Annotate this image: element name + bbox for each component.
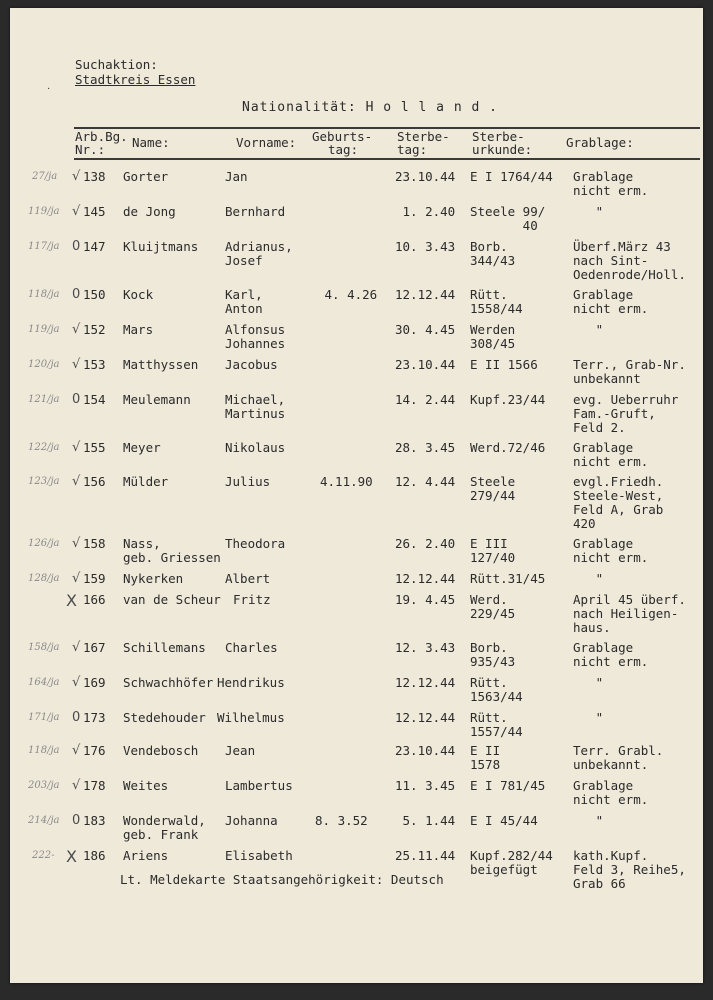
header-bottom-rule [74, 158, 700, 160]
check-mark-icon: √ [72, 357, 81, 372]
col-arb-nr-2: Nr.: [75, 142, 106, 157]
arb-nr: 138 [83, 169, 106, 184]
handwritten-note: 27/ja [32, 171, 58, 182]
arb-nr: 147 [83, 239, 106, 254]
death-certificate: Kupf.282/44 beigefügt [470, 848, 553, 877]
nationality-heading: Nationalität: H o l l a n d . [242, 100, 498, 115]
surname: Schwachhöfer [123, 675, 214, 690]
death-certificate: E II 1566 [470, 357, 538, 372]
arb-nr: 173 [83, 710, 106, 725]
death-certificate: E I 45/44 [470, 813, 538, 828]
death-date: 1. 2.40 [395, 204, 456, 219]
burial-site: " [573, 675, 604, 690]
check-mark-icon: √ [72, 169, 81, 184]
check-mark-icon: √ [72, 743, 81, 758]
footnote: Lt. Meldekarte Staatsangehörigkeit: Deutsch [120, 872, 444, 887]
x-mark-icon: X [66, 847, 77, 866]
handwritten-note: 118/ja [28, 745, 60, 756]
burial-site: Terr., Grab-Nr. unbekannt [573, 357, 686, 386]
check-mark-icon: 0 [72, 392, 81, 407]
handwritten-note: 171/ja [28, 712, 60, 723]
death-date: 23.10.44 [395, 169, 456, 184]
first-name: Julius [225, 474, 271, 489]
birth-date: 8. 3.52 [315, 813, 368, 828]
handwritten-note: 203/ja [28, 780, 60, 791]
handwritten-note: 128/ja [28, 573, 60, 584]
death-certificate: E III 127/40 [470, 536, 516, 565]
col-name: Name: [132, 135, 170, 150]
burial-site: Überf.März 43 nach Sint- Oedenrode/Holl. [573, 239, 686, 282]
burial-site: Grablage nicht erm. [573, 169, 649, 198]
col-urkunde-1: Sterbe- [472, 129, 525, 144]
col-geburtstag-2: tag: [328, 142, 359, 157]
burial-site: Grablage nicht erm. [573, 640, 649, 669]
first-name: Karl, Anton [225, 287, 263, 316]
first-name: Albert [225, 571, 271, 586]
first-name: Jacobus [225, 357, 278, 372]
death-date: 12. 3.43 [395, 640, 456, 655]
handwritten-note: 123/ja [28, 476, 60, 487]
first-name: Nikolaus [225, 440, 286, 455]
death-date: 23.10.44 [395, 357, 456, 372]
check-mark-icon: 0 [72, 287, 81, 302]
burial-site: " [573, 204, 604, 219]
handwritten-note: 119/ja [28, 206, 60, 217]
check-mark-icon: √ [72, 440, 81, 455]
death-date: 10. 3.43 [395, 239, 456, 254]
header-line-2: Stadtkreis Essen [75, 72, 196, 87]
surname: Weites [123, 778, 169, 793]
death-certificate: Steele 99/ 40 [470, 204, 546, 233]
first-name: Bernhard [225, 204, 286, 219]
arb-nr: 150 [83, 287, 106, 302]
death-certificate: E I 781/45 [470, 778, 546, 793]
first-name: Alfonsus Johannes [225, 322, 286, 351]
surname: Vendebosch [123, 743, 199, 758]
col-geburtstag-1: Geburts- [312, 129, 373, 144]
col-arb-nr-1: Arb.Bg. [75, 129, 128, 144]
col-urkunde-2: urkunde: [472, 142, 533, 157]
death-date: 11. 3.45 [395, 778, 456, 793]
handwritten-note: 120/ja [28, 359, 60, 370]
death-certificate: Kupf.23/44 [470, 392, 546, 407]
check-mark-icon: 0 [72, 239, 81, 254]
check-mark-icon: √ [72, 778, 81, 793]
arb-nr: 169 [83, 675, 106, 690]
arb-nr: 153 [83, 357, 106, 372]
death-certificate: Werd.72/46 [470, 440, 546, 455]
row-8 [10, 475, 703, 535]
arb-nr: 145 [83, 204, 106, 219]
check-mark-icon: √ [72, 675, 81, 690]
arb-nr: 166 [83, 592, 106, 607]
burial-site: April 45 überf. nach Heiligen- haus. [573, 592, 686, 635]
surname: Matthyssen [123, 357, 199, 372]
handwritten-note: 158/ja [28, 642, 60, 653]
surname: van de Scheur [123, 592, 221, 607]
col-grablage: Grablage: [566, 135, 634, 150]
death-date: 26. 2.40 [395, 536, 456, 551]
surname: Meulemann [123, 392, 191, 407]
handwritten-note: 117/ja [28, 241, 60, 252]
check-mark-icon: 0 [72, 710, 81, 725]
death-date: 12.12.44 [395, 710, 456, 725]
death-date: 25.11.44 [395, 848, 456, 863]
first-name: Fritz [233, 592, 271, 607]
death-certificate: Werd. 229/45 [470, 592, 516, 621]
check-mark-icon: √ [72, 571, 81, 586]
death-certificate: Steele 279/44 [470, 474, 516, 503]
surname: Nass, geb. Griessen [123, 536, 221, 565]
first-name: Hendrikus [217, 675, 285, 690]
surname: Meyer [123, 440, 161, 455]
check-mark-icon: √ [72, 536, 81, 551]
death-date: 30. 4.45 [395, 322, 456, 337]
surname: Mars [123, 322, 154, 337]
header-top-rule [74, 127, 700, 129]
first-name: Lambertus [225, 778, 293, 793]
first-name: Wilhelmus [217, 710, 285, 725]
surname: Nykerken [123, 571, 184, 586]
burial-site: " [573, 813, 604, 828]
burial-site: evg. Ueberruhr Fam.-Gruft, Feld 2. [573, 392, 679, 435]
death-date: 28. 3.45 [395, 440, 456, 455]
burial-site: Terr. Grabl. unbekannt. [573, 743, 664, 772]
burial-site: Grablage nicht erm. [573, 440, 649, 469]
handwritten-note: 214/ja [28, 815, 60, 826]
first-name: Jean [225, 743, 256, 758]
margin-mark: · [47, 84, 51, 95]
handwritten-note: 122/ja [28, 442, 60, 453]
first-name: Theodora [225, 536, 286, 551]
death-certificate: Rütt. 1558/44 [470, 287, 523, 316]
death-certificate: E I 1764/44 [470, 169, 553, 184]
burial-site: " [573, 710, 604, 725]
surname: Stedehouder [123, 710, 206, 725]
arb-nr: 155 [83, 440, 106, 455]
birth-date: 4.11.90 [320, 474, 373, 489]
check-mark-icon: 0 [72, 813, 81, 828]
burial-site: " [573, 571, 604, 586]
surname: Mülder [123, 474, 169, 489]
check-mark-icon: √ [72, 322, 81, 337]
burial-site: " [573, 322, 604, 337]
birth-date: 4. 4.26 [317, 287, 378, 302]
death-date: 12.12.44 [395, 287, 456, 302]
death-date: 12.12.44 [395, 675, 456, 690]
handwritten-note: 126/ja [28, 538, 60, 549]
burial-site: kath.Kupf. Feld 3, Reihe5, Grab 66 [573, 848, 686, 891]
death-certificate: Borb. 344/43 [470, 239, 516, 268]
surname: Kluijtmans [123, 239, 199, 254]
arb-nr: 154 [83, 392, 106, 407]
handwritten-note: 121/ja [28, 394, 60, 405]
first-name: Michael, Martinus [225, 392, 286, 421]
first-name: Adrianus, Josef [225, 239, 293, 268]
death-date: 19. 4.45 [395, 592, 456, 607]
death-certificate: E II 1578 [470, 743, 501, 772]
burial-site: Grablage nicht erm. [573, 536, 649, 565]
surname: Wonderwald, geb. Frank [123, 813, 206, 842]
arb-nr: 176 [83, 743, 106, 758]
arb-nr: 152 [83, 322, 106, 337]
first-name: Charles [225, 640, 278, 655]
surname: de Jong [123, 204, 176, 219]
first-name: Jan [225, 169, 248, 184]
handwritten-note: 119/ja [28, 324, 60, 335]
handwritten-note: 164/ja [28, 677, 60, 688]
col-sterbetag-1: Sterbe- [397, 129, 450, 144]
burial-site: Grablage nicht erm. [573, 287, 649, 316]
check-mark-icon: √ [72, 204, 81, 219]
death-date: 5. 1.44 [395, 813, 456, 828]
death-date: 23.10.44 [395, 743, 456, 758]
handwritten-note: 118/ja [28, 289, 60, 300]
surname: Gorter [123, 169, 169, 184]
col-sterbetag-2: tag: [397, 142, 428, 157]
surname: Schillemans [123, 640, 206, 655]
handwritten-note: 222- [32, 850, 55, 861]
check-mark-icon: √ [72, 474, 81, 489]
death-certificate: Borb. 935/43 [470, 640, 516, 669]
arb-nr: 159 [83, 571, 106, 586]
arb-nr: 167 [83, 640, 106, 655]
death-certificate: Rütt.31/45 [470, 571, 546, 586]
col-vorname: Vorname: [236, 135, 297, 150]
death-date: 12.12.44 [395, 571, 456, 586]
surname: Ariens [123, 848, 169, 863]
surname: Kock [123, 287, 154, 302]
document-page [10, 8, 703, 983]
death-date: 14. 2.44 [395, 392, 456, 407]
death-certificate: Werden 308/45 [470, 322, 516, 351]
arb-nr: 186 [83, 848, 106, 863]
death-certificate: Rütt. 1557/44 [470, 710, 523, 739]
arb-nr: 156 [83, 474, 106, 489]
death-certificate: Rütt. 1563/44 [470, 675, 523, 704]
arb-nr: 183 [83, 813, 106, 828]
first-name: Johanna [225, 813, 278, 828]
x-mark-icon: X [66, 591, 77, 610]
burial-site: Grablage nicht erm. [573, 778, 649, 807]
arb-nr: 158 [83, 536, 106, 551]
death-date: 12. 4.44 [395, 474, 456, 489]
header-line-1: Suchaktion: [75, 57, 158, 72]
burial-site: evgl.Friedh. Steele-West, Feld A, Grab 420 [573, 474, 664, 531]
check-mark-icon: √ [72, 640, 81, 655]
arb-nr: 178 [83, 778, 106, 793]
first-name: Elisabeth [225, 848, 293, 863]
